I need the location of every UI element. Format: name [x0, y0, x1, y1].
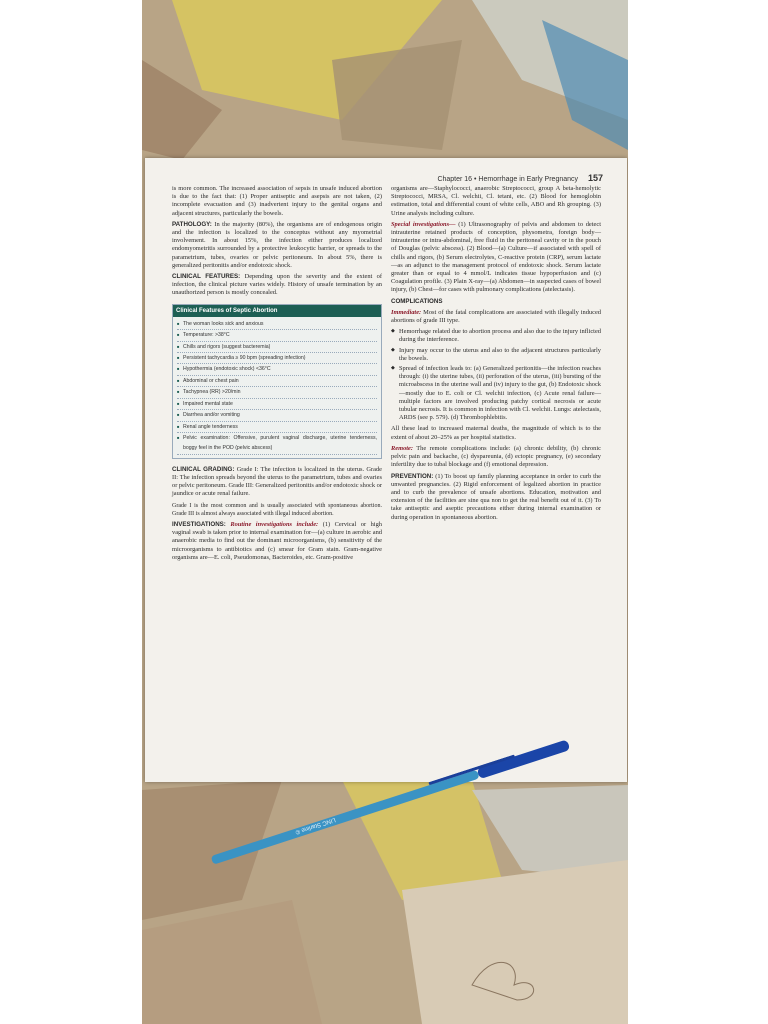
pathology-heading: PATHOLOGY:	[172, 220, 212, 228]
investigations-heading: INVESTIGATIONS:	[172, 520, 226, 528]
box-item: ■ The woman looks sick and anxious	[177, 319, 377, 330]
box-item: ■ Impaired mental state	[177, 399, 377, 410]
intro-paragraph: is more common. The increased association of sepsis in unsafe induced abortion is due to the fact that: (1) Proper antiseptic and asepsis are not taken, (2) incomplete evacuation and (3) inadvertent injury to the genital organs and adjacent structures, particularly the bowels.	[172, 185, 382, 217]
box-item: ■ Persistent tachycardia ≥ 90 bpm (spreading infection)	[177, 353, 377, 364]
investigations-paragraph	[172, 521, 382, 562]
complication-item: ◆ Spread of infection leads to: (a) Generalized peritonitis—the infection reaches through: (i) the uterine tubes, (ii) perforation of the uterus, (iii) bursting of the microabscess in the uterine wall and (iv) injury to the gut, (b) Endotoxic shock—mostly due to E. coli or Cl. welchii infection, (c) Acute renal failure—multiple factors are involved producing patchy cortical necrosis or acute tubular necrosis. It is common in infection with Cl. welchii. Lungs: atelectasis, ARDS (see p. 579). (d) Thrombophlebitis.	[391, 365, 601, 422]
chapter-title: Chapter 16 • Hemorrhage in Early Pregnancy	[437, 176, 579, 183]
box-item: ■ Pelvic examination: Offensive, purulent vaginal discharge, uterine tenderness, boggy feel in the POD (pelvic abscess)	[177, 433, 377, 455]
book-page	[145, 158, 627, 782]
clinical-paragraph	[172, 273, 382, 298]
immediate-paragraph	[391, 309, 601, 325]
box-item: ■ Tachypnea (RR) >20/min	[177, 387, 377, 398]
prevention-heading: PREVENTION:	[391, 472, 434, 480]
grading-heading: CLINICAL GRADING:	[172, 465, 235, 473]
special-investigations-text: (1) Ultrasonography of pelvis and abdomen to detect intrauterine retained products of conception, physometra, foreign body—intrauterine or intra-abdominal, free fluid in the peritoneal cavity or in the pouch of Douglas (pelvic abscess). (2) Blood—(a) Culture—if associated with spell of chills and rigors, (b) Serum electrolytes, C-reactive protein (CRP), serum lactate—as an adjunct to the management protocol of endotoxic shock. Serum lactate greater than or equal to 4 mmol/L indicates tissue hypoperfusion and (c) Coagulation profile. (3) Plain X-ray—(a) Abdomen—in suspected cases of bowel injury, (b) Chest—for cases with pulmonary complications (atelectasis).	[391, 220, 601, 294]
complication-item: ◆ Hemorrhage related due to abortion process and also due to the injury inflicted during the interference.	[391, 328, 601, 344]
page-header	[437, 173, 603, 183]
grade-note: Grade I is the most common and is usually associated with spontaneous abortion. Grade III is almost always associated with illegal induced abortion.	[172, 502, 382, 517]
clinical-text: Depending upon the severity and the extent of infection, the clinical picture varies widely. History of unsafe termination by an unauthorized person is mostly concealed.	[172, 273, 382, 297]
right-column	[391, 185, 601, 525]
box-item: ■ Chills and rigors (suggest bacteremia)	[177, 342, 377, 353]
box-list	[173, 317, 381, 458]
pathology-paragraph	[172, 221, 382, 270]
pathology-text: In the majority (80%), the organisms are of endogenous origin and the infection is localized to the conceptus without any myometrial involvement. In about 15%, the infection either produces localized endomyometritis surrounded by a protective leukocytic barrier, or spreads to the parametrium, tubes, ovaries or pelvic peritoneum. In about 5%, there is generalized peritonitis and/or endotoxic shock.	[172, 220, 382, 269]
box-item: ■ Renal angle tenderness	[177, 422, 377, 433]
prevention-paragraph	[391, 473, 601, 522]
pen-label: LINC Starline ©	[294, 816, 337, 835]
clinical-features-box	[172, 304, 382, 459]
complications-list	[391, 328, 601, 422]
routine-investigations-label: Routine investigations include:	[230, 520, 319, 528]
grading-paragraph	[172, 466, 382, 499]
immediate-label: Immediate:	[391, 308, 422, 316]
remote-paragraph	[391, 445, 601, 470]
grading-text: Grade I: The infection is localized in the uterus. Grade II: The infection spreads beyond the uterus to the parametrium, tubes and ovaries or pelvic peritoneum. Grade III: Generalized peritonitis and/or endotoxic shock or jaundice or acute renal failure.	[172, 465, 382, 498]
photo-background	[142, 0, 628, 1024]
special-investigations-label: Special investigations—	[391, 220, 456, 228]
box-title: Clinical Features of Septic Abortion	[173, 305, 381, 317]
immediate-text: Most of the fatal complications are associated with illegally induced abortions of grade III type.	[391, 308, 601, 325]
box-item: ■ Hypothermia (endotoxic shock) <36°C	[177, 364, 377, 375]
clinical-heading: CLINICAL FEATURES:	[172, 273, 241, 281]
remote-text: The remote complications include: (a) chronic debility, (b) chronic pelvic pain and backache, (c) dyspareunia, (d) ectopic pregnancy, (e) secondary infertility due to tubal blockage and (f) emotional depression.	[391, 444, 601, 469]
box-item: ■ Temperature: >38°C	[177, 330, 377, 341]
prevention-text: (1) To boost up family planning acceptance in order to curb the unwanted pregnancies. (2) Rigid enforcement of legalized abortion in practice and to curb the prevalence of unsafe abortions. Education, motivation and extension of the facilities are sine qua non to get the real benefit out of it. (3) To take antiseptic and aseptic precautions either during internal examination or during operation in spontaneous abortion.	[391, 472, 601, 521]
organisms-paragraph: organisms are—Staphylococci, anaerobic Streptococci, group A beta-hemolytic Streptococci, MRSA, Cl. welchii, Cl. tetani, etc. (2) Blood for hemoglobin estimation, total and differential count of white cells, ABO and Rh grouping. (3) Urine analysis including culture.	[391, 185, 601, 217]
left-column	[172, 185, 382, 565]
box-item: ■ Diarrhea and/or vomiting	[177, 410, 377, 421]
special-investigations-paragraph	[391, 221, 601, 295]
page-number: 157	[587, 173, 603, 183]
complication-item: ◆ Injury may occur to the uterus and also to the adjacent structures particularly the bowels.	[391, 347, 601, 363]
statistics-paragraph: All these lead to increased maternal deaths, the magnitude of which is to the extent of about 20–25% as per hospital statistics.	[391, 425, 601, 441]
complications-heading: COMPLICATIONS	[391, 297, 443, 305]
remote-label: Remote:	[391, 444, 414, 452]
box-item: ■ Abdominal or chest pain	[177, 376, 377, 387]
investigations-text: (1) Cervical or high vaginal swab is taken prior to internal examination for—(a) culture in aerobic and anaerobic media to find out the dominant microorganisms, (b) sensitivity of the microorganisms to antibiotics and (c) smear for Gram stain. Gram-negative organisms are—E. coli, Pseudomonas, Bacteroides, etc. Gram-positive	[172, 520, 382, 561]
